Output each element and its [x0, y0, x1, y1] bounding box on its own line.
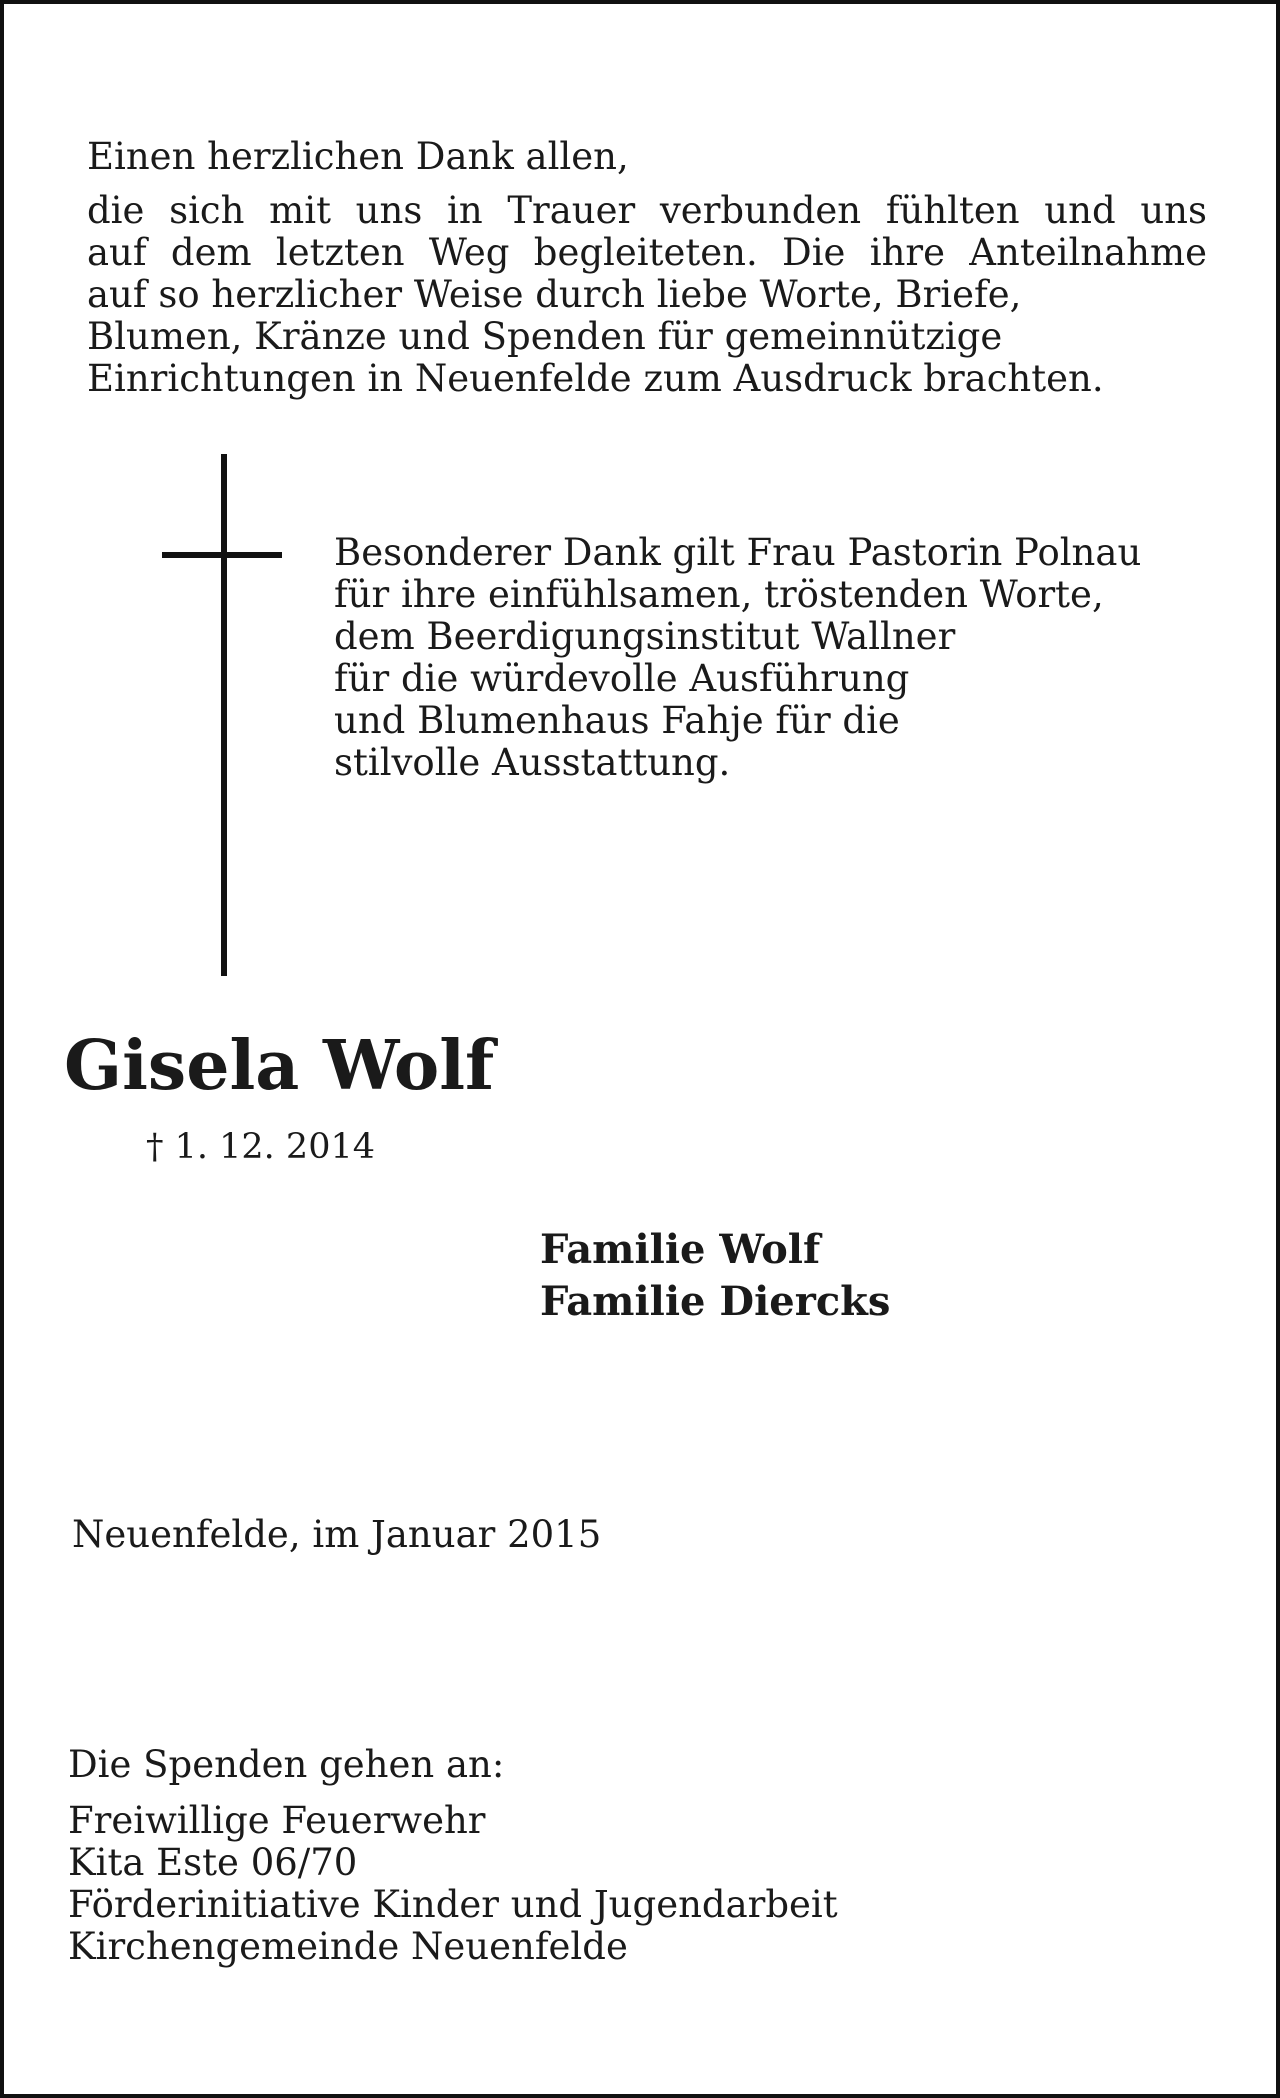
- intro-paragraph: [87, 190, 1207, 400]
- thanks-line: für ihre einfühlsamen, tröstenden Worte,: [334, 573, 1104, 616]
- thanks-line: Besonderer Dank gilt Frau Pastorin Polnau: [334, 531, 1142, 574]
- donations-heading: Die Spenden gehen an:: [68, 1743, 505, 1786]
- cross-bar-icon: [162, 552, 282, 558]
- place-date: Neuenfelde, im Januar 2015: [72, 1513, 602, 1556]
- intro-line: auf dem letzten Weg begleiteten. Die ihre Anteilnahme: [87, 231, 1207, 274]
- donations-list: [68, 1744, 838, 1968]
- intro-line: auf so herzlicher Weise durch liebe Worte, Briefe,: [87, 273, 1022, 316]
- thanks-line: und Blumenhaus Fahje für die: [334, 699, 900, 742]
- donation-item: Kita Este 06/70: [68, 1841, 358, 1884]
- donation-item: Kirchengemeinde Neuenfelde: [68, 1925, 628, 1968]
- intro-line: Einrichtungen in Neuenfelde zum Ausdruck brachten.: [87, 357, 1104, 400]
- special-thanks: [334, 532, 1141, 784]
- family-name: Familie Wolf: [540, 1226, 821, 1273]
- thanks-line: für die würdevolle Ausführung: [334, 657, 910, 700]
- thanks-line: dem Beerdigungsinstitut Wallner: [334, 615, 956, 658]
- intro-first-line: Einen herzlichen Dank allen,: [87, 135, 629, 178]
- intro-text: [87, 136, 1207, 400]
- donation-item: Freiwillige Feuerwehr: [68, 1799, 486, 1842]
- intro-line: die sich mit uns in Trauer verbunden fühlten und uns: [87, 189, 1207, 232]
- cross-icon: [221, 454, 227, 976]
- thanks-line: stilvolle Ausstattung.: [334, 741, 731, 784]
- death-date: † 1. 12. 2014: [146, 1127, 376, 1167]
- donation-item: Förderinitiative Kinder und Jugendarbeit: [68, 1883, 838, 1926]
- family-name: Familie Diercks: [540, 1278, 891, 1325]
- family-signature: [540, 1224, 890, 1328]
- intro-line: Blumen, Kränze und Spenden für gemeinnützige: [87, 315, 1003, 358]
- deceased-name: Gisela Wolf: [64, 1026, 495, 1106]
